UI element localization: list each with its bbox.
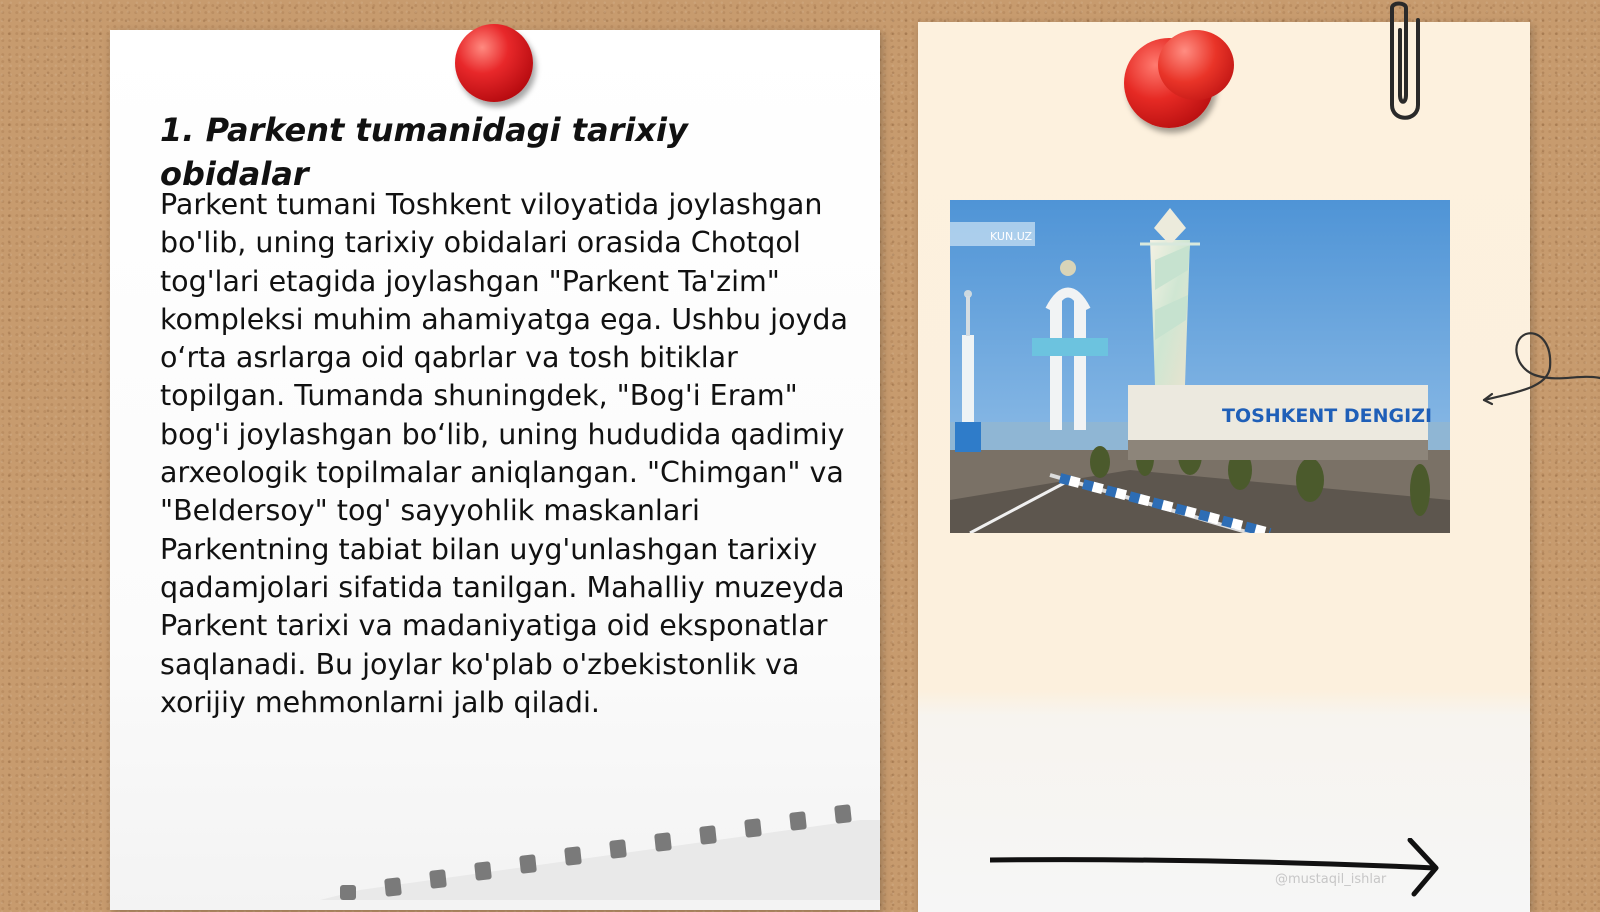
push-pin-icon [455, 24, 533, 102]
photo-corner-tag: KUN.UZ [990, 230, 1033, 243]
push-pin-icon [1158, 30, 1234, 100]
toshkent-dengizi-photo [950, 200, 1450, 533]
scribble-icon [1478, 312, 1600, 412]
monument-scene-image [950, 200, 1450, 533]
page-title: 1. Parkent tumanidagi tarixiy obidalar [160, 111, 688, 193]
arrow-right-icon [990, 838, 1450, 898]
paperclip-icon [1372, 0, 1422, 130]
torn-edge-decoration [320, 800, 880, 900]
sign-text: TOSHKENT DENGIZI [1222, 405, 1433, 427]
body-paragraph: Parkent tumani Toshkent viloyatida joylashgan bo'lib, uning tarixiy obidalari orasida Chotqol tog'lari etagida joylashgan "Parkent Ta'zim" kompleksi muhim ahamiyatga ega. Ushbu joyda o‘rta asrlarga oid qabrlar va tosh bitiklar topilgan. Tumanda shuningdek, "Bog'i Eram" bog'i joylashgan bo‘lib, uning hududida qadimiy arxeologik topilmalar aniqlangan. "Chimgan" va "Beldersoy" tog' sayyohlik maskanlari Parkentning tabiat bilan uyg'unlashgan tarixiy qadamjolari sifatida tanilgan. Mahalliy muzeyda Parkent tarixi va madaniyatiga oid eksponatlar saqlanadi. Bu joylar ko'plab o'zbekistonlik va xorijiy mehmonlarni jalb qiladi. [160, 188, 848, 719]
watermark: @mustaqil_ishlar [1275, 872, 1387, 887]
